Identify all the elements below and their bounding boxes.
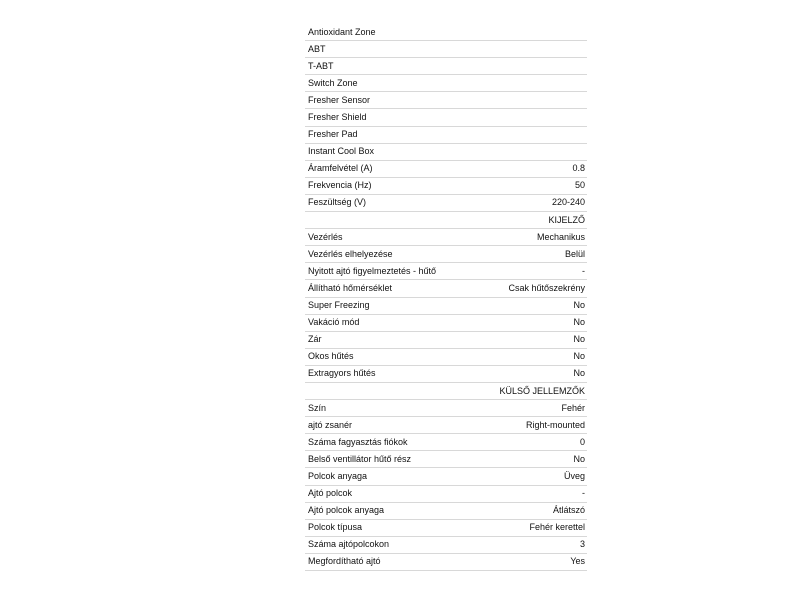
spec-row (305, 92, 587, 109)
spec-row (305, 349, 587, 366)
spec-value: Mechanikus (536, 231, 585, 242)
spec-value: Üveg (563, 470, 585, 481)
spec-label: Vakáció mód (308, 317, 360, 328)
spec-row (305, 315, 587, 332)
spec-value: 3 (579, 539, 585, 550)
spec-value: No (573, 368, 585, 379)
spec-row (305, 127, 587, 144)
spec-row (305, 75, 587, 92)
spec-label: Fresher Shield (308, 112, 367, 123)
spec-label: Ajtó polcok anyaga (308, 505, 385, 516)
spec-label: ABT (308, 43, 326, 54)
spec-row (305, 109, 587, 126)
spec-label: Okos hűtés (308, 351, 354, 362)
spec-label: Szín (308, 402, 327, 413)
spec-row (305, 434, 587, 451)
spec-row (305, 417, 587, 434)
spec-value: Yes (570, 556, 585, 567)
spec-label: T-ABT (308, 60, 334, 71)
spec-label: Megfordítható ajtó (308, 556, 381, 567)
spec-label: Száma fagyasztás fiókok (308, 436, 408, 447)
spec-row (305, 144, 587, 161)
spec-row (305, 58, 587, 75)
spec-value: No (573, 300, 585, 311)
spec-value: 0 (579, 436, 585, 447)
spec-label: Száma ajtópolcokon (308, 539, 390, 550)
spec-label: Áramfelvétel (A) (308, 163, 373, 174)
spec-label: Super Freezing (308, 300, 370, 311)
spec-value: - (582, 265, 585, 276)
spec-row (305, 161, 587, 178)
spec-row (305, 451, 587, 468)
spec-value: Fehér (561, 402, 585, 413)
spec-value: Fehér kerettel (529, 522, 585, 533)
spec-label: Vezérlés (308, 231, 343, 242)
spec-label: Fresher Sensor (308, 94, 371, 105)
spec-value: Belül (564, 248, 585, 259)
spec-row (305, 263, 587, 280)
spec-label: Antioxidant Zone (308, 26, 376, 37)
spec-value: Csak hűtőszekrény (508, 282, 585, 293)
section-header-row (305, 383, 587, 400)
spec-row (305, 520, 587, 537)
spec-value: 220-240 (551, 197, 585, 208)
spec-table (305, 24, 587, 571)
spec-row (305, 332, 587, 349)
spec-label: Polcok típusa (308, 522, 363, 533)
spec-label: ajtó zsanér (308, 419, 353, 430)
spec-label: Feszültség (V) (308, 197, 367, 208)
spec-value: No (573, 453, 585, 464)
spec-value: 0.8 (572, 163, 585, 174)
spec-row (305, 554, 587, 571)
spec-row (305, 41, 587, 58)
spec-row (305, 246, 587, 263)
spec-row (305, 468, 587, 485)
spec-row (305, 24, 587, 41)
spec-value: - (582, 488, 585, 499)
spec-label: Fresher Pad (308, 129, 358, 140)
spec-label: Switch Zone (308, 77, 358, 88)
spec-label: Extragyors hűtés (308, 368, 376, 379)
spec-label: Nyitott ajtó figyelmeztetés - hűtő (308, 265, 437, 276)
spec-value: No (573, 317, 585, 328)
spec-label: Polcok anyaga (308, 470, 368, 481)
spec-value: Right-mounted (525, 419, 585, 430)
spec-value: No (573, 351, 585, 362)
spec-label: Instant Cool Box (308, 146, 375, 157)
section-header-row (305, 212, 587, 229)
spec-row (305, 195, 587, 212)
spec-label: Állítható hőmérséklet (308, 282, 393, 293)
spec-row (305, 400, 587, 417)
spec-value: 50 (574, 180, 585, 191)
spec-value: No (573, 334, 585, 345)
spec-row (305, 280, 587, 297)
spec-row (305, 537, 587, 554)
spec-row (305, 229, 587, 246)
section-title: KIJELZŐ (548, 214, 585, 225)
spec-row (305, 178, 587, 195)
section-title: KÜLSŐ JELLEMZŐK (499, 385, 585, 396)
spec-row (305, 503, 587, 520)
spec-label: Vezérlés elhelyezése (308, 248, 393, 259)
spec-label: Ajtó polcok (308, 488, 353, 499)
spec-row (305, 366, 587, 383)
spec-label: Zár (308, 334, 322, 345)
spec-label: Frekvencia (Hz) (308, 180, 372, 191)
spec-label: Belső ventillátor hűtő rész (308, 453, 412, 464)
spec-row (305, 298, 587, 315)
spec-value: Átlátszó (552, 505, 585, 516)
spec-row (305, 486, 587, 503)
